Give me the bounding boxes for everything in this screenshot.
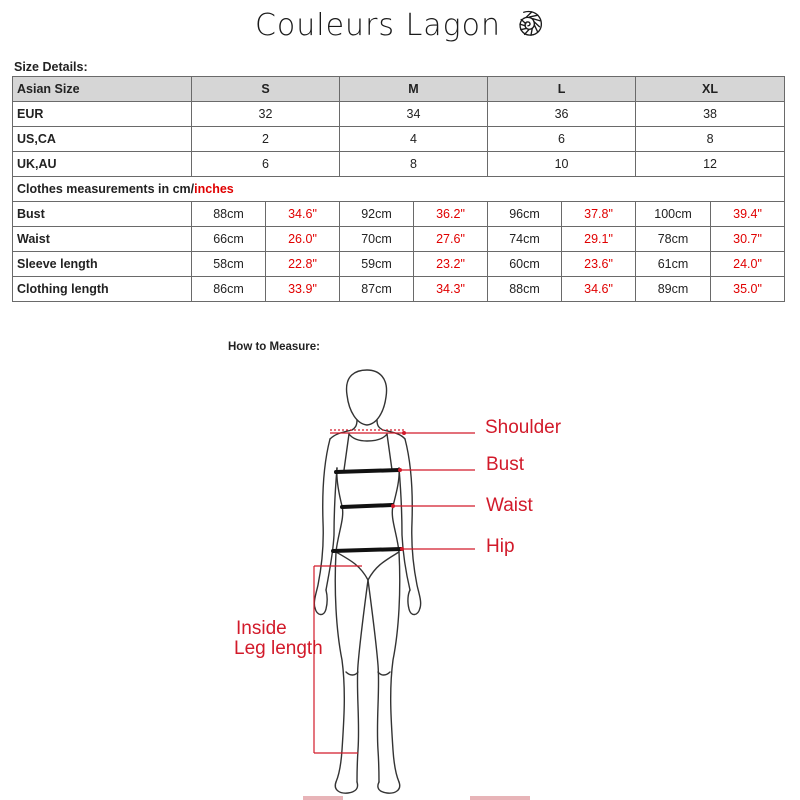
cm-cell: 96cm — [488, 202, 562, 227]
cm-cell: 89cm — [636, 277, 711, 302]
head-outline — [347, 370, 387, 425]
inch-cell: 33.9" — [266, 277, 340, 302]
row-label: Sleeve length — [13, 252, 192, 277]
bust-band — [336, 470, 399, 472]
inch-cell: 29.1" — [562, 227, 636, 252]
hip-band — [333, 549, 401, 551]
inch-cell: 35.0" — [711, 277, 785, 302]
row-label: UK,AU — [13, 152, 192, 177]
inch-cell: 22.8" — [266, 252, 340, 277]
bodysuit-right-strap — [387, 434, 392, 470]
size-details-label: Size Details: — [14, 60, 88, 74]
left-hand — [315, 590, 327, 615]
conversion-cell: 4 — [340, 127, 488, 152]
cm-cell: 59cm — [340, 252, 414, 277]
size-header-cell: XL — [636, 77, 785, 102]
row-label: EUR — [13, 102, 192, 127]
conversion-cell: 12 — [636, 152, 785, 177]
conversion-cell: 32 — [192, 102, 340, 127]
cm-cell: 58cm — [192, 252, 266, 277]
bust-dot — [398, 468, 402, 472]
conversion-cell: 34 — [340, 102, 488, 127]
cm-cell: 60cm — [488, 252, 562, 277]
row-label: Waist — [13, 227, 192, 252]
cm-cell: 74cm — [488, 227, 562, 252]
row-label: Clothing length — [13, 277, 192, 302]
cm-cell: 61cm — [636, 252, 711, 277]
size-header-cell: S — [192, 77, 340, 102]
inside-leg-label-line1: Inside — [236, 618, 287, 639]
bodysuit-neckline — [349, 434, 387, 441]
inch-cell: 26.0" — [266, 227, 340, 252]
shoulder-dot — [402, 431, 406, 435]
bodysuit-left-strap — [344, 434, 349, 470]
cm-cell: 92cm — [340, 202, 414, 227]
waist-label: Waist — [486, 495, 533, 516]
hip-label: Hip — [486, 536, 515, 557]
cm-cell: 66cm — [192, 227, 266, 252]
conversion-cell: 6 — [488, 127, 636, 152]
row-label: Bust — [13, 202, 192, 227]
right-arm-inner — [399, 468, 410, 590]
left-leg-outer — [335, 552, 344, 782]
right-leg-inner — [368, 580, 379, 782]
size-header-cell: L — [488, 77, 636, 102]
left-knee — [346, 672, 358, 675]
waist-dot — [391, 504, 395, 508]
conversion-cell: 38 — [636, 102, 785, 127]
measurements-heading-text: Clothes measurements in cm/ — [17, 182, 195, 196]
bust-label: Bust — [486, 454, 525, 475]
right-foot — [378, 782, 400, 793]
inch-cell: 23.2" — [414, 252, 488, 277]
right-arm-outer — [405, 439, 421, 608]
conversion-cell: 6 — [192, 152, 340, 177]
cm-cell: 88cm — [488, 277, 562, 302]
bottom-artifacts — [303, 796, 530, 800]
inch-cell: 39.4" — [711, 202, 785, 227]
shoulder-label: Shoulder — [485, 417, 562, 438]
cm-cell: 88cm — [192, 202, 266, 227]
left-foot — [335, 782, 357, 793]
cm-cell: 78cm — [636, 227, 711, 252]
how-to-measure-title: How to Measure: — [228, 341, 321, 353]
inch-cell: 23.6" — [562, 252, 636, 277]
leader-lines — [314, 430, 475, 753]
size-header-cell: M — [340, 77, 488, 102]
conversion-cell: 2 — [192, 127, 340, 152]
conversion-cell: 8 — [340, 152, 488, 177]
measurements-heading-inches: inches — [194, 182, 234, 196]
inch-cell: 34.6" — [266, 202, 340, 227]
right-knee — [378, 672, 390, 675]
hip-dot — [400, 547, 404, 551]
right-leg-outer — [391, 552, 400, 782]
inch-cell: 34.3" — [414, 277, 488, 302]
inch-cell: 37.8" — [562, 202, 636, 227]
right-hand — [408, 590, 420, 615]
row-label: US,CA — [13, 127, 192, 152]
left-leg-inner — [357, 580, 368, 782]
cm-cell: 70cm — [340, 227, 414, 252]
conversion-cell: 10 — [488, 152, 636, 177]
conversion-cell: 36 — [488, 102, 636, 127]
inch-cell: 24.0" — [711, 252, 785, 277]
inch-cell: 34.6" — [562, 277, 636, 302]
brand-name: Couleurs Lagon — [254, 7, 502, 43]
bottom-artifact — [470, 796, 530, 800]
torso-right — [392, 468, 399, 552]
inch-cell: 36.2" — [414, 202, 488, 227]
conversion-cell: 8 — [636, 127, 785, 152]
cm-cell: 100cm — [636, 202, 711, 227]
cm-cell: 87cm — [340, 277, 414, 302]
torso-left — [336, 468, 343, 552]
row-label: Asian Size — [13, 77, 192, 102]
inch-cell: 27.6" — [414, 227, 488, 252]
inside-leg-label-line2: Leg length — [234, 638, 323, 659]
inch-cell: 30.7" — [711, 227, 785, 252]
waist-band — [342, 505, 392, 507]
cm-cell: 86cm — [192, 277, 266, 302]
leader-dots — [391, 431, 406, 551]
bottom-artifact — [303, 796, 343, 800]
